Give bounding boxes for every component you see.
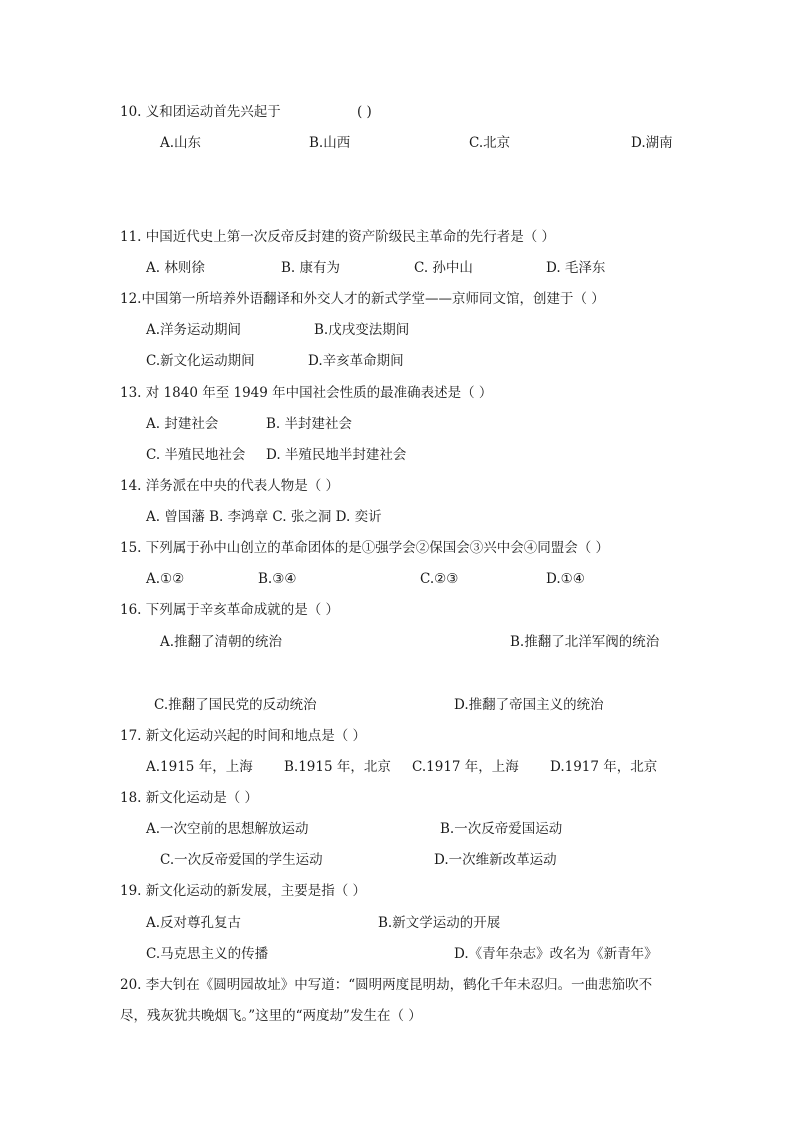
question-17-stem: 17. 新文化运动兴起的时间和地点是（ ） <box>120 728 367 744</box>
question-12-option-b: B.戊戌变法期间 <box>314 322 410 338</box>
question-14-stem: 14. 洋务派在中央的代表人物是（ ） <box>120 478 340 494</box>
question-19-option-a: A.反对尊孔复古 <box>146 915 242 931</box>
question-10-option-d: D.湖南 <box>631 135 673 151</box>
question-15-option-c: C.②③ <box>420 571 459 587</box>
question-18-option-c: C.一次反帝爱国的学生运动 <box>160 852 323 868</box>
question-19-option-c: C.马克思主义的传播 <box>146 946 269 962</box>
question-16-option-b: B.推翻了北洋军阀的统治 <box>510 634 660 650</box>
question-10-option-c: C.北京 <box>469 135 511 151</box>
question-13-option-a: A. 封建社会 <box>146 416 219 432</box>
question-11-option-a: A. 林则徐 <box>146 260 205 276</box>
question-12-option-a: A.洋务运动期间 <box>146 322 242 338</box>
question-10-option-b: B.山西 <box>309 135 351 151</box>
question-17-option-c: C.1917 年，上海 <box>412 759 519 775</box>
question-16-option-d: D.推翻了帝国主义的统治 <box>454 697 604 713</box>
question-17-option-b: B.1915 年，北京 <box>284 759 391 775</box>
question-15-stem: 15. 下列属于孙中山创立的革命团体的是①强学会②保国会③兴中会④同盟会（ ） <box>120 540 610 556</box>
question-18-option-a: A.一次空前的思想解放运动 <box>146 821 309 837</box>
question-19-option-b: B.新文学运动的开展 <box>378 915 501 931</box>
question-13-option-d: D. 半殖民地半封建社会 <box>266 447 407 463</box>
question-12-stem: 12.中国第一所培养外语翻译和外交人才的新式学堂——京师同文馆，创建于（ ） <box>120 291 605 307</box>
question-12-option-c: C.新文化运动期间 <box>146 353 255 369</box>
question-14-options: A. 曾国藩 B. 李鸿章 C. 张之洞 D. 奕䜣 <box>146 509 382 525</box>
question-12-option-d: D.辛亥革命期间 <box>308 353 404 369</box>
question-19-option-d: D.《青年杂志》改名为《新青年》 <box>454 946 658 962</box>
question-18-stem: 18. 新文化运动是（ ） <box>120 790 259 806</box>
question-17-option-a: A.1915 年，上海 <box>146 759 253 775</box>
question-15-option-b: B.③④ <box>258 571 297 587</box>
question-15-option-d: D.①④ <box>546 571 585 587</box>
question-11-stem: 11. 中国近代史上第一次反帝反封建的资产阶级民主革命的先行者是（ ） <box>120 229 556 245</box>
question-10-option-a: A.山东 <box>160 135 202 151</box>
question-20-stem-line2: 尽，残灰犹共晚烟飞。”这里的“两度劫”发生在（ ） <box>120 1008 422 1024</box>
question-19-stem: 19. 新文化运动的新发展，主要是指（ ） <box>120 883 367 899</box>
question-11-option-c: C. 孙中山 <box>414 260 473 276</box>
question-11-option-d: D. 毛泽东 <box>546 260 606 276</box>
question-20-stem-line1: 20. 李大钊在《圆明园故址》中写道：“圆明两度昆明劫，鹤化千年未忍归。一曲悲笳吹不 <box>120 977 653 993</box>
question-15-option-a: A.①② <box>146 571 185 587</box>
question-16-option-c: C.推翻了国民党的反动统治 <box>154 697 317 713</box>
question-13-option-c: C. 半殖民地社会 <box>146 447 246 463</box>
question-13-option-b: B. 半封建社会 <box>266 416 353 432</box>
question-10-answer-blank: ( ) <box>357 104 372 120</box>
question-18-option-b: B.一次反帝爱国运动 <box>440 821 563 837</box>
question-17-option-d: D.1917 年，北京 <box>550 759 658 775</box>
question-10-stem: 10. 义和团运动首先兴起于 <box>120 104 281 120</box>
question-16-option-a: A.推翻了清朝的统治 <box>160 634 283 650</box>
question-11-option-b: B. 康有为 <box>281 260 341 276</box>
question-13-stem: 13. 对 1840 年至 1949 年中国社会性质的最准确表述是（ ） <box>120 385 493 401</box>
question-16-stem: 16. 下列属于辛亥革命成就的是（ ） <box>120 602 340 618</box>
question-18-option-d: D.一次维新改革运动 <box>434 852 557 868</box>
